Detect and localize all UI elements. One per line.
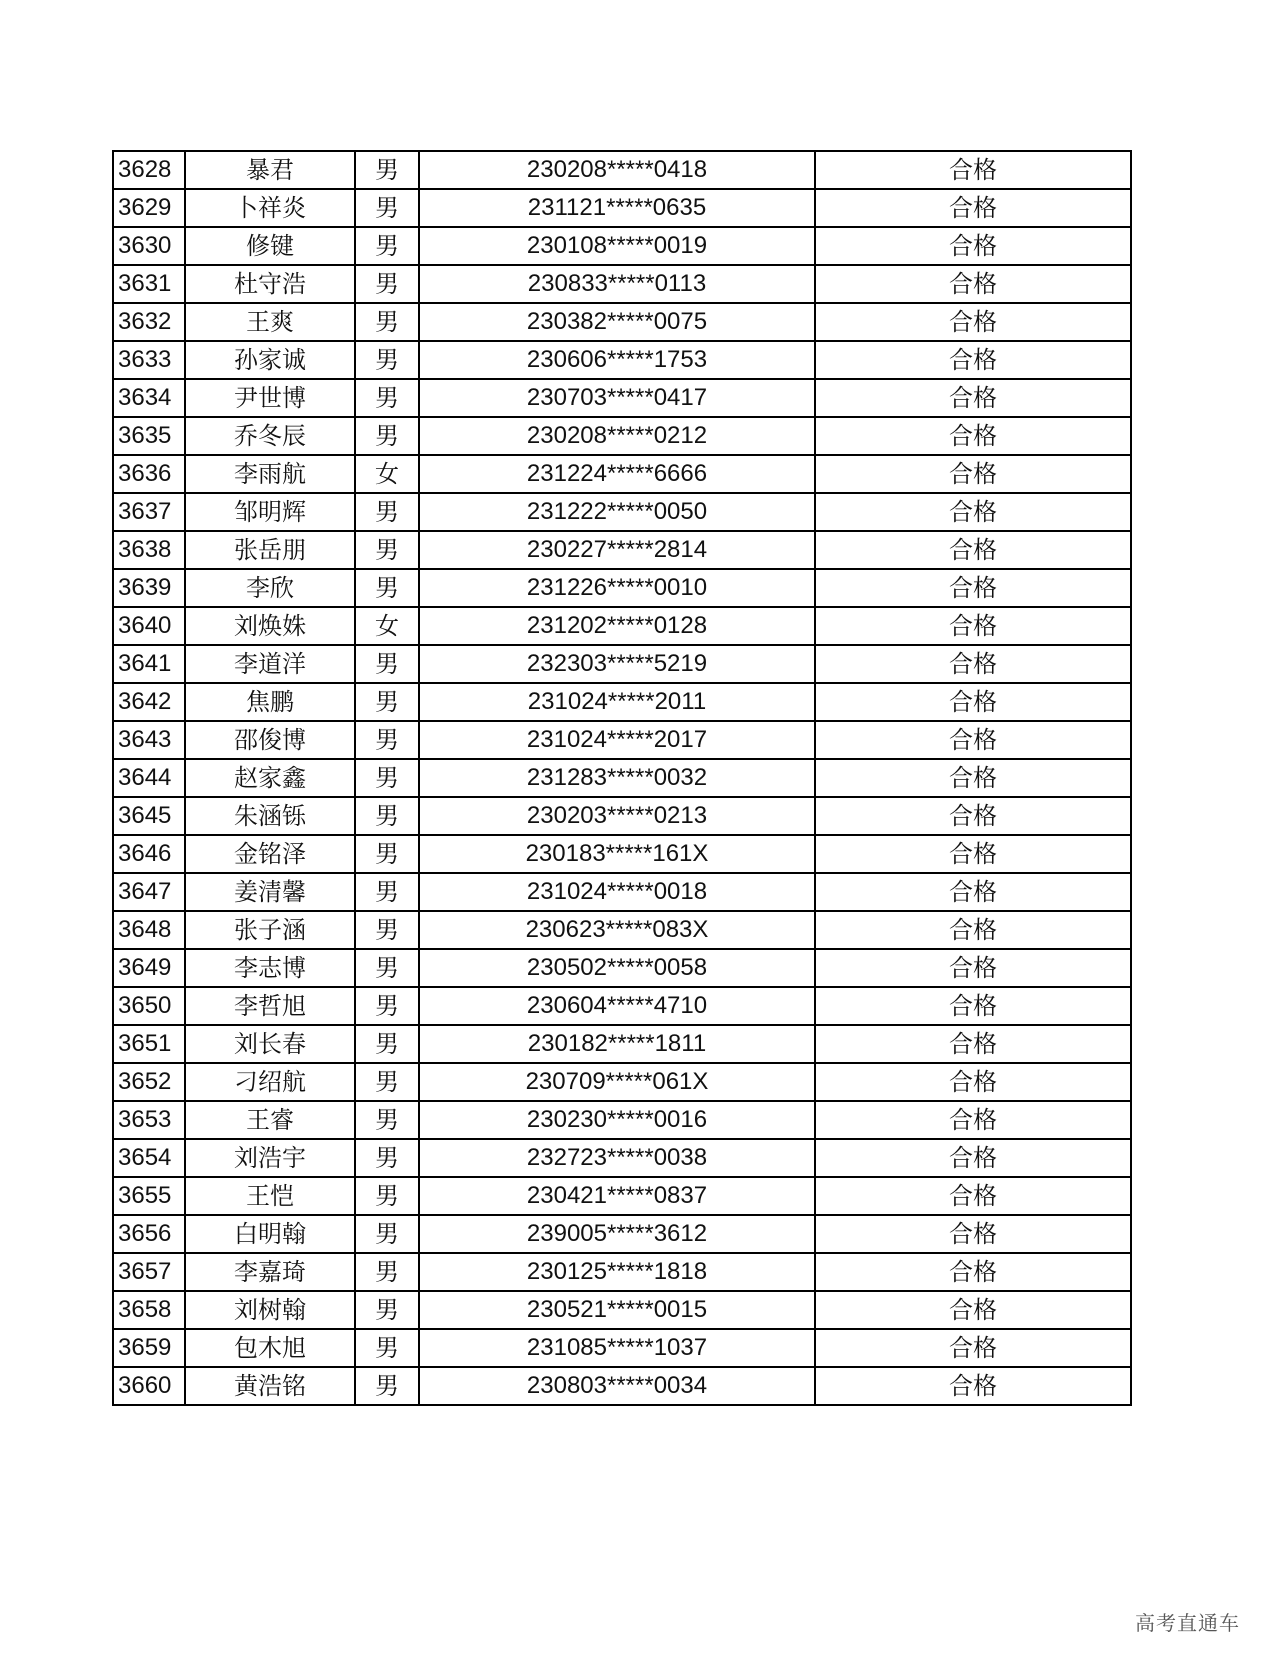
name-cell: 卜祥炎 <box>185 189 355 227</box>
table-row <box>113 1367 1131 1405</box>
id-number-cell: 231222*****0050 <box>419 493 815 531</box>
row-number-cell: 3654 <box>113 1139 185 1177</box>
gender-cell: 男 <box>355 1177 419 1215</box>
result-cell: 合格 <box>815 151 1131 189</box>
name-cell: 刘焕姝 <box>185 607 355 645</box>
id-number-cell: 231121*****0635 <box>419 189 815 227</box>
name-cell: 尹世博 <box>185 379 355 417</box>
name-cell: 王恺 <box>185 1177 355 1215</box>
id-number-cell: 230606*****1753 <box>419 341 815 379</box>
result-cell: 合格 <box>815 265 1131 303</box>
name-cell: 赵家鑫 <box>185 759 355 797</box>
table-row <box>113 189 1131 227</box>
row-number-cell: 3636 <box>113 455 185 493</box>
name-cell: 黄浩铭 <box>185 1367 355 1405</box>
gender-cell: 男 <box>355 1367 419 1405</box>
name-cell: 刘树翰 <box>185 1291 355 1329</box>
row-number-cell: 3652 <box>113 1063 185 1101</box>
result-cell: 合格 <box>815 227 1131 265</box>
gender-cell: 男 <box>355 493 419 531</box>
table-row <box>113 797 1131 835</box>
result-cell: 合格 <box>815 569 1131 607</box>
name-cell: 邵俊博 <box>185 721 355 759</box>
table-row <box>113 607 1131 645</box>
table-row <box>113 1101 1131 1139</box>
id-number-cell: 230183*****161X <box>419 835 815 873</box>
name-cell: 白明翰 <box>185 1215 355 1253</box>
row-number-cell: 3650 <box>113 987 185 1025</box>
name-cell: 乔冬辰 <box>185 417 355 455</box>
gender-cell: 男 <box>355 683 419 721</box>
gender-cell: 男 <box>355 1253 419 1291</box>
id-number-cell: 232723*****0038 <box>419 1139 815 1177</box>
result-cell: 合格 <box>815 379 1131 417</box>
id-number-cell: 230230*****0016 <box>419 1101 815 1139</box>
gender-cell: 女 <box>355 455 419 493</box>
id-number-cell: 232303*****5219 <box>419 645 815 683</box>
id-number-cell: 231283*****0032 <box>419 759 815 797</box>
result-cell: 合格 <box>815 1215 1131 1253</box>
gender-cell: 男 <box>355 759 419 797</box>
name-cell: 刘长春 <box>185 1025 355 1063</box>
row-number-cell: 3655 <box>113 1177 185 1215</box>
table-row <box>113 759 1131 797</box>
result-cell: 合格 <box>815 1101 1131 1139</box>
id-number-cell: 231202*****0128 <box>419 607 815 645</box>
row-number-cell: 3633 <box>113 341 185 379</box>
row-number-cell: 3641 <box>113 645 185 683</box>
table-row <box>113 151 1131 189</box>
name-cell: 朱涵铄 <box>185 797 355 835</box>
row-number-cell: 3628 <box>113 151 185 189</box>
row-number-cell: 3648 <box>113 911 185 949</box>
gender-cell: 男 <box>355 987 419 1025</box>
gender-cell: 男 <box>355 1215 419 1253</box>
table-row <box>113 303 1131 341</box>
table-row <box>113 987 1131 1025</box>
id-number-cell: 230208*****0418 <box>419 151 815 189</box>
gender-cell: 男 <box>355 1063 419 1101</box>
row-number-cell: 3653 <box>113 1101 185 1139</box>
id-number-cell: 230182*****1811 <box>419 1025 815 1063</box>
gender-cell: 男 <box>355 1291 419 1329</box>
row-number-cell: 3635 <box>113 417 185 455</box>
table-row <box>113 1329 1131 1367</box>
table-row <box>113 911 1131 949</box>
table-row <box>113 1291 1131 1329</box>
id-number-cell: 230833*****0113 <box>419 265 815 303</box>
name-cell: 张子涵 <box>185 911 355 949</box>
name-cell: 李雨航 <box>185 455 355 493</box>
table-row <box>113 721 1131 759</box>
result-cell: 合格 <box>815 759 1131 797</box>
gender-cell: 男 <box>355 265 419 303</box>
row-number-cell: 3656 <box>113 1215 185 1253</box>
table-row <box>113 1139 1131 1177</box>
name-cell: 李志博 <box>185 949 355 987</box>
result-cell: 合格 <box>815 303 1131 341</box>
name-cell: 杜守浩 <box>185 265 355 303</box>
id-number-cell: 230709*****061X <box>419 1063 815 1101</box>
gender-cell: 男 <box>355 1139 419 1177</box>
id-number-cell: 230208*****0212 <box>419 417 815 455</box>
table-row <box>113 1253 1131 1291</box>
gender-cell: 女 <box>355 607 419 645</box>
result-cell: 合格 <box>815 417 1131 455</box>
result-cell: 合格 <box>815 911 1131 949</box>
result-cell: 合格 <box>815 645 1131 683</box>
name-cell: 王爽 <box>185 303 355 341</box>
table-row <box>113 683 1131 721</box>
table-row <box>113 1025 1131 1063</box>
row-number-cell: 3631 <box>113 265 185 303</box>
result-cell: 合格 <box>815 1025 1131 1063</box>
result-cell: 合格 <box>815 493 1131 531</box>
table-row <box>113 835 1131 873</box>
row-number-cell: 3659 <box>113 1329 185 1367</box>
table-row <box>113 873 1131 911</box>
results-table-body <box>113 151 1131 1405</box>
id-number-cell: 230203*****0213 <box>419 797 815 835</box>
gender-cell: 男 <box>355 569 419 607</box>
gender-cell: 男 <box>355 379 419 417</box>
name-cell: 修键 <box>185 227 355 265</box>
gender-cell: 男 <box>355 189 419 227</box>
table-row <box>113 227 1131 265</box>
table-row <box>113 531 1131 569</box>
row-number-cell: 3646 <box>113 835 185 873</box>
id-number-cell: 230703*****0417 <box>419 379 815 417</box>
table-row <box>113 949 1131 987</box>
result-cell: 合格 <box>815 797 1131 835</box>
id-number-cell: 230227*****2814 <box>419 531 815 569</box>
table-row <box>113 493 1131 531</box>
row-number-cell: 3629 <box>113 189 185 227</box>
row-number-cell: 3642 <box>113 683 185 721</box>
table-row <box>113 645 1131 683</box>
result-cell: 合格 <box>815 531 1131 569</box>
row-number-cell: 3637 <box>113 493 185 531</box>
name-cell: 李嘉琦 <box>185 1253 355 1291</box>
name-cell: 焦鹏 <box>185 683 355 721</box>
name-cell: 王睿 <box>185 1101 355 1139</box>
results-table <box>112 150 1132 1406</box>
id-number-cell: 230521*****0015 <box>419 1291 815 1329</box>
name-cell: 刁绍航 <box>185 1063 355 1101</box>
table-row <box>113 455 1131 493</box>
row-number-cell: 3658 <box>113 1291 185 1329</box>
id-number-cell: 230502*****0058 <box>419 949 815 987</box>
id-number-cell: 230803*****0034 <box>419 1367 815 1405</box>
gender-cell: 男 <box>355 1101 419 1139</box>
result-cell: 合格 <box>815 607 1131 645</box>
id-number-cell: 231024*****2011 <box>419 683 815 721</box>
name-cell: 李哲旭 <box>185 987 355 1025</box>
gender-cell: 男 <box>355 645 419 683</box>
row-number-cell: 3651 <box>113 1025 185 1063</box>
table-row <box>113 1177 1131 1215</box>
name-cell: 孙家诚 <box>185 341 355 379</box>
gender-cell: 男 <box>355 1025 419 1063</box>
gender-cell: 男 <box>355 949 419 987</box>
row-number-cell: 3639 <box>113 569 185 607</box>
table-row <box>113 1063 1131 1101</box>
gender-cell: 男 <box>355 797 419 835</box>
row-number-cell: 3644 <box>113 759 185 797</box>
watermark: 高考直通车 <box>1135 1613 1240 1635</box>
id-number-cell: 231085*****1037 <box>419 1329 815 1367</box>
id-number-cell: 239005*****3612 <box>419 1215 815 1253</box>
table-row <box>113 379 1131 417</box>
gender-cell: 男 <box>355 721 419 759</box>
row-number-cell: 3645 <box>113 797 185 835</box>
result-cell: 合格 <box>815 1253 1131 1291</box>
row-number-cell: 3640 <box>113 607 185 645</box>
row-number-cell: 3632 <box>113 303 185 341</box>
name-cell: 刘浩宇 <box>185 1139 355 1177</box>
result-cell: 合格 <box>815 721 1131 759</box>
name-cell: 张岳朋 <box>185 531 355 569</box>
name-cell: 邹明辉 <box>185 493 355 531</box>
gender-cell: 男 <box>355 873 419 911</box>
row-number-cell: 3660 <box>113 1367 185 1405</box>
row-number-cell: 3649 <box>113 949 185 987</box>
id-number-cell: 230604*****4710 <box>419 987 815 1025</box>
gender-cell: 男 <box>355 151 419 189</box>
table-row <box>113 341 1131 379</box>
result-cell: 合格 <box>815 683 1131 721</box>
gender-cell: 男 <box>355 303 419 341</box>
name-cell: 金铭泽 <box>185 835 355 873</box>
name-cell: 李道洋 <box>185 645 355 683</box>
id-number-cell: 230421*****0837 <box>419 1177 815 1215</box>
result-cell: 合格 <box>815 949 1131 987</box>
result-cell: 合格 <box>815 873 1131 911</box>
table-row <box>113 417 1131 455</box>
name-cell: 姜清馨 <box>185 873 355 911</box>
id-number-cell: 230108*****0019 <box>419 227 815 265</box>
id-number-cell: 230125*****1818 <box>419 1253 815 1291</box>
row-number-cell: 3647 <box>113 873 185 911</box>
result-cell: 合格 <box>815 835 1131 873</box>
gender-cell: 男 <box>355 1329 419 1367</box>
row-number-cell: 3643 <box>113 721 185 759</box>
result-cell: 合格 <box>815 455 1131 493</box>
gender-cell: 男 <box>355 911 419 949</box>
id-number-cell: 231226*****0010 <box>419 569 815 607</box>
row-number-cell: 3634 <box>113 379 185 417</box>
gender-cell: 男 <box>355 227 419 265</box>
gender-cell: 男 <box>355 417 419 455</box>
id-number-cell: 231224*****6666 <box>419 455 815 493</box>
name-cell: 暴君 <box>185 151 355 189</box>
result-cell: 合格 <box>815 1329 1131 1367</box>
result-cell: 合格 <box>815 1291 1131 1329</box>
result-cell: 合格 <box>815 189 1131 227</box>
gender-cell: 男 <box>355 835 419 873</box>
id-number-cell: 230382*****0075 <box>419 303 815 341</box>
row-number-cell: 3630 <box>113 227 185 265</box>
row-number-cell: 3657 <box>113 1253 185 1291</box>
result-cell: 合格 <box>815 1177 1131 1215</box>
row-number-cell: 3638 <box>113 531 185 569</box>
id-number-cell: 231024*****2017 <box>419 721 815 759</box>
id-number-cell: 230623*****083X <box>419 911 815 949</box>
gender-cell: 男 <box>355 341 419 379</box>
name-cell: 李欣 <box>185 569 355 607</box>
result-cell: 合格 <box>815 1367 1131 1405</box>
gender-cell: 男 <box>355 531 419 569</box>
result-cell: 合格 <box>815 1139 1131 1177</box>
id-number-cell: 231024*****0018 <box>419 873 815 911</box>
result-cell: 合格 <box>815 987 1131 1025</box>
table-row <box>113 569 1131 607</box>
name-cell: 包木旭 <box>185 1329 355 1367</box>
table-row <box>113 1215 1131 1253</box>
result-cell: 合格 <box>815 1063 1131 1101</box>
table-row <box>113 265 1131 303</box>
result-cell: 合格 <box>815 341 1131 379</box>
